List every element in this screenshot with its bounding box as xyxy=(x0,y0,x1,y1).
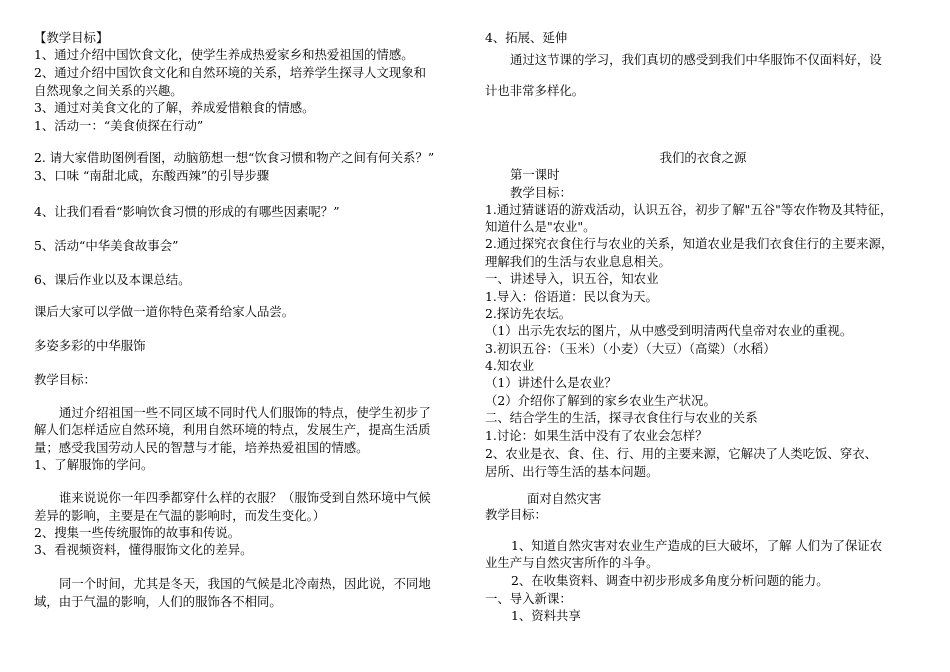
text-line: （2）介绍你了解到的家乡农业生产状况。 xyxy=(485,393,716,408)
text-line: 第一课时 xyxy=(510,167,560,182)
text-line: 居所、出行等生活的基本问题。 xyxy=(485,464,659,479)
text-line: 1.导入：俗语道：民以食为天。 xyxy=(485,289,658,304)
text-line: 2.探访先农坛。 xyxy=(485,306,572,321)
text-line: （1）讲述什么是农业？ xyxy=(485,375,617,390)
text-line: 3、口味 “南甜北咸，东酸西辣”的引导步骤 xyxy=(34,168,270,183)
text-line: 业生产与自然灾害所作的斗争。 xyxy=(485,555,659,570)
text-line: 2、搜集一些传统服饰的故事和传说。 xyxy=(34,525,241,540)
text-line: 1、知道自然灾害对农业生产造成的巨大破坏，了解 人们为了保证农 xyxy=(511,538,883,553)
text-line: 2.通过探究衣食住行与农业的关系，知道农业是我们衣食住行的主要来源， xyxy=(485,236,894,251)
text-line: 1、资料共享 xyxy=(511,608,581,623)
text-line: （1）出示先农坛的图片，从中感受到明清两代皇帝对农业的重视。 xyxy=(485,323,853,338)
section-title: 我们的衣食之源 xyxy=(659,150,747,165)
section-title: 多姿多彩的中华服饰 xyxy=(34,338,146,353)
text-line: 计也非常多样化。 xyxy=(485,83,585,98)
section-subheading: 教学目标： xyxy=(510,185,572,200)
text-line: 4、让我们看看“影响饮食习惯的形成的有哪些因素呢？” xyxy=(34,204,340,219)
section-subheading: 教学目标： xyxy=(34,372,96,387)
text-line: 1.讨论：如果生活中没有了农业会怎样？ xyxy=(485,428,708,443)
text-line: 4.知农业 xyxy=(485,358,534,373)
text-line: 3.初识五谷：（玉米）（小麦）（大豆）（高粱）（水稻） xyxy=(485,341,776,356)
text-line: 2、通过介绍中国饮食文化和自然环境的关系，培养学生探寻人文现象和 xyxy=(34,65,426,80)
text-line: 2. 请大家借助图例看图，动脑筋想一想“饮食习惯和物产之间有何关系？” xyxy=(34,150,435,165)
text-line: 谁来说说你一年四季都穿什么样的衣服？（服饰受到自然环境中气候 xyxy=(59,490,431,505)
text-line: 2、在收集资料、调查中初步形成多角度分析问题的能力。 xyxy=(511,573,829,588)
text-line: 理解我们的生活与农业息息相关。 xyxy=(485,254,671,269)
text-line: 通过这节课的学习，我们真切的感受到我们中华服饰不仅面料好，设 xyxy=(510,52,882,67)
text-line: 3、通过对美食文化的了解，养成爱惜粮食的情感。 xyxy=(34,100,315,115)
text-line: 同一个时间，尤其是冬天，我国的气候是北冷南热，因此说，不同地 xyxy=(59,576,431,591)
text-line: 4、拓展、延伸 xyxy=(485,30,568,45)
section-title: 面对自然灾害 xyxy=(527,491,602,506)
text-line: 3、看视频资料，懂得服饰文化的差异。 xyxy=(34,542,253,557)
text-line: 差异的影响，主要是在气温的影响时，而发生变化。） xyxy=(34,508,326,523)
text-line: 1.通过猜谜语的游戏活动，认识五谷，初步了解"五谷"等农作物及其特征， xyxy=(485,202,893,217)
text-line: 知道什么是"农业"。 xyxy=(485,219,596,234)
text-line: 2、农业是衣、食、住、行、用的主要来源，它解决了人类吃饭、穿衣、 xyxy=(485,446,877,461)
text-line: 域，由于气温的影响，人们的服饰各不相同。 xyxy=(34,594,282,609)
objectives-heading: 【教学目标】 xyxy=(34,30,109,45)
section-subheading: 教学目标： xyxy=(485,507,547,522)
text-line: 二、结合学生的生活，探寻衣食住行与农业的关系 xyxy=(485,410,758,425)
text-line: 量；感受我国劳动人民的智慧与才能，培养热爱祖国的情感。 xyxy=(34,440,369,455)
text-line: 课后大家可以学做一道你特色菜肴给家人品尝。 xyxy=(34,304,295,319)
text-line: 1、了解服饰的学问。 xyxy=(34,457,154,472)
text-line: 6、课后作业以及本课总结。 xyxy=(34,272,191,287)
text-line: 一、导入新课： xyxy=(485,591,572,606)
text-line: 5、活动“中华美食故事会” xyxy=(34,238,179,253)
text-line: 1、活动一：“美食侦探在行动” xyxy=(34,118,204,133)
text-line: 1、通过介绍中国饮食文化，使学生养成热爱家乡和热爱祖国的情感。 xyxy=(34,47,414,62)
text-line: 解人们怎样适应自然环境，利用自然环境的特点，发展生产，提高生活质 xyxy=(34,422,431,437)
text-line: 自然现象之间关系的兴趣。 xyxy=(34,83,183,98)
text-line: 通过介绍祖国一些不同区域不同时代人们服饰的特点，使学生初步了 xyxy=(59,405,431,420)
text-line: 一、讲述导入，识五谷，知农业 xyxy=(485,271,659,286)
